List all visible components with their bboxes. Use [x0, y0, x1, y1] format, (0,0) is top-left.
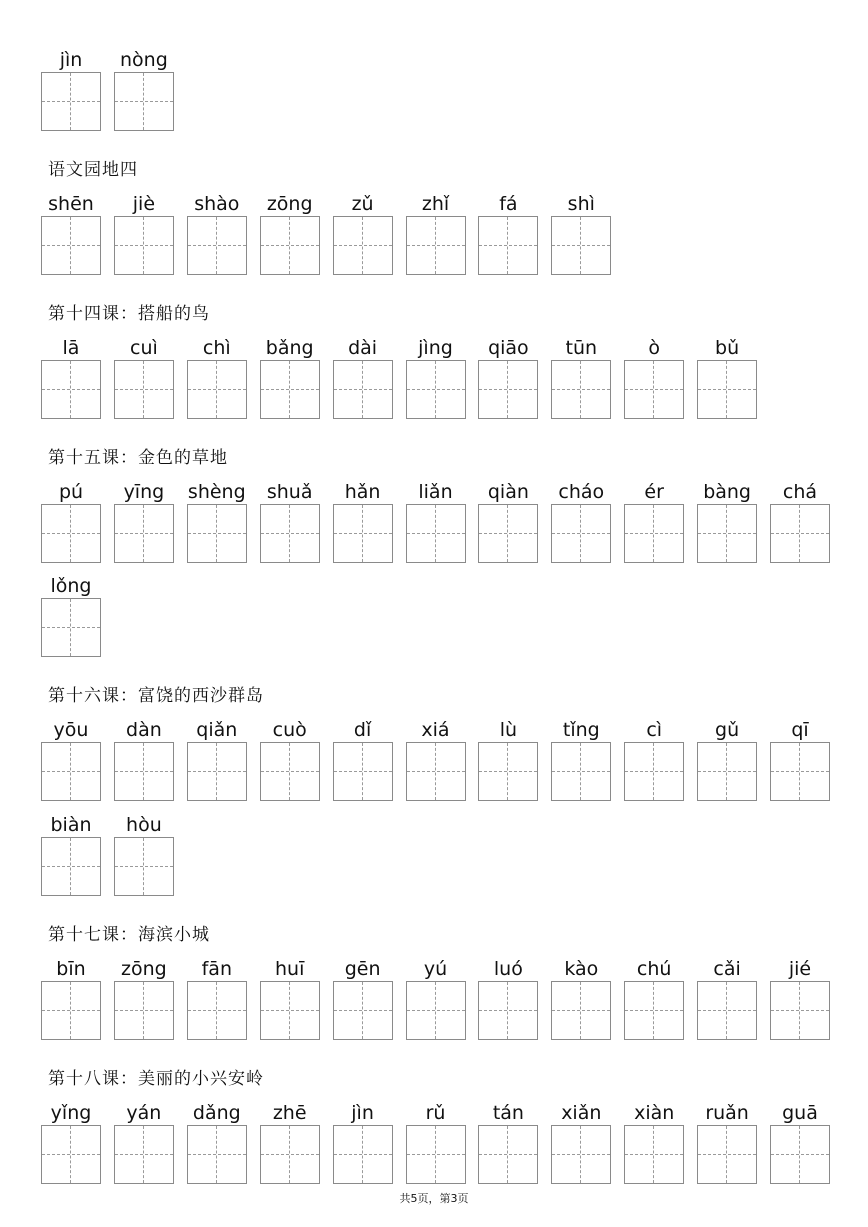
pinyin-label: yú — [423, 958, 448, 980]
pinyin-label: zǔ — [351, 193, 374, 215]
guide-line-horizontal — [115, 1154, 173, 1155]
tian-zi-ge-box[interactable] — [260, 981, 320, 1040]
guide-line-horizontal — [771, 771, 829, 772]
guide-line-horizontal — [334, 533, 392, 534]
tian-zi-ge-box[interactable] — [478, 360, 538, 419]
tian-zi-ge-box[interactable] — [551, 360, 611, 419]
writing-cell — [333, 338, 393, 418]
tian-zi-ge-box[interactable] — [187, 504, 247, 563]
guide-line-horizontal — [407, 771, 465, 772]
guide-line-horizontal — [625, 389, 683, 390]
pinyin-label: hǎn — [344, 481, 381, 503]
guide-line-horizontal — [42, 101, 100, 102]
tian-zi-ge-box[interactable] — [697, 742, 757, 801]
pinyin-label: guā — [782, 1102, 818, 1124]
tian-zi-ge-box[interactable] — [770, 981, 830, 1040]
tian-zi-ge-box[interactable] — [41, 742, 101, 801]
tian-zi-ge-box[interactable] — [697, 504, 757, 563]
guide-line-horizontal — [188, 389, 246, 390]
guide-line-horizontal — [42, 389, 100, 390]
tian-zi-ge-box[interactable] — [770, 504, 830, 563]
pinyin-label: yán — [126, 1102, 162, 1124]
pinyin-label: bǎng — [265, 337, 314, 359]
tian-zi-ge-box[interactable] — [697, 981, 757, 1040]
pinyin-label: zōng — [121, 958, 167, 980]
pinyin-label: kào — [564, 958, 599, 980]
writing-cell — [770, 482, 830, 562]
writing-cell — [41, 1103, 101, 1183]
tian-zi-ge-box[interactable] — [114, 360, 174, 419]
guide-line-horizontal — [698, 771, 756, 772]
guide-line-horizontal — [42, 245, 100, 246]
tian-zi-ge-box[interactable] — [624, 981, 684, 1040]
guide-line-horizontal — [115, 1010, 173, 1011]
tian-zi-ge-box[interactable] — [333, 216, 393, 275]
tian-zi-ge-box[interactable] — [187, 360, 247, 419]
tian-zi-ge-box[interactable] — [41, 360, 101, 419]
guide-line-horizontal — [42, 866, 100, 867]
writing-cell — [114, 815, 174, 895]
writing-cell — [114, 338, 174, 418]
tian-zi-ge-box[interactable] — [41, 1125, 101, 1184]
tian-zi-ge-box[interactable] — [551, 216, 611, 275]
pinyin-label: biàn — [50, 814, 92, 836]
guide-line-horizontal — [261, 389, 319, 390]
pinyin-label: shēn — [48, 193, 94, 215]
pinyin-label: lù — [499, 719, 518, 741]
guide-line-horizontal — [42, 533, 100, 534]
writing-cell — [114, 482, 174, 562]
pinyin-label: shèng — [187, 481, 246, 503]
guide-line-horizontal — [479, 1154, 537, 1155]
writing-cell — [551, 194, 611, 274]
pinyin-label: qiǎn — [196, 719, 238, 741]
writing-cell — [551, 338, 611, 418]
writing-cell — [624, 1103, 684, 1183]
pinyin-label: zhē — [272, 1102, 307, 1124]
tian-zi-ge-box[interactable] — [406, 216, 466, 275]
pinyin-label: shuǎ — [266, 481, 313, 503]
pinyin-label: cì — [646, 719, 663, 741]
guide-line-horizontal — [479, 245, 537, 246]
writing-cell — [406, 194, 466, 274]
writing-cell — [478, 1103, 538, 1183]
guide-line-horizontal — [115, 245, 173, 246]
tian-zi-ge-box[interactable] — [260, 742, 320, 801]
writing-cell — [478, 720, 538, 800]
guide-line-horizontal — [42, 1154, 100, 1155]
tian-zi-ge-box[interactable] — [770, 1125, 830, 1184]
tian-zi-ge-box[interactable] — [41, 837, 101, 896]
writing-cell — [624, 482, 684, 562]
section-heading: 语文园地四 — [48, 160, 138, 180]
writing-cell — [770, 1103, 830, 1183]
tian-zi-ge-box[interactable] — [333, 981, 393, 1040]
tian-zi-ge-box[interactable] — [478, 981, 538, 1040]
section-heading: 第十八课：美丽的小兴安岭 — [48, 1069, 264, 1089]
writing-cell — [41, 50, 101, 130]
pinyin-label: shì — [567, 193, 595, 215]
guide-line-horizontal — [261, 1010, 319, 1011]
writing-cell — [41, 482, 101, 562]
pinyin-label: jié — [788, 958, 812, 980]
pinyin-label: tǐng — [562, 719, 600, 741]
tian-zi-ge-box[interactable] — [260, 360, 320, 419]
guide-line-horizontal — [552, 533, 610, 534]
guide-line-horizontal — [625, 1154, 683, 1155]
pinyin-label: xiǎn — [561, 1102, 602, 1124]
guide-line-horizontal — [479, 389, 537, 390]
guide-line-horizontal — [552, 389, 610, 390]
writing-cell — [697, 959, 757, 1039]
pinyin-label: ò — [648, 337, 660, 359]
writing-cell — [333, 194, 393, 274]
pinyin-label: fá — [499, 193, 518, 215]
writing-cell — [478, 338, 538, 418]
guide-line-horizontal — [771, 1154, 829, 1155]
guide-line-horizontal — [261, 1154, 319, 1155]
tian-zi-ge-box[interactable] — [478, 1125, 538, 1184]
tian-zi-ge-box[interactable] — [478, 742, 538, 801]
writing-cell — [260, 720, 320, 800]
tian-zi-ge-box[interactable] — [624, 360, 684, 419]
tian-zi-ge-box[interactable] — [333, 360, 393, 419]
writing-cell — [187, 338, 247, 418]
guide-line-horizontal — [552, 1010, 610, 1011]
pinyin-label: huī — [275, 958, 305, 980]
writing-cell — [187, 1103, 247, 1183]
writing-cell — [406, 720, 466, 800]
tian-zi-ge-box[interactable] — [187, 981, 247, 1040]
pinyin-label: bīn — [56, 958, 86, 980]
pinyin-label: lǒng — [50, 575, 92, 597]
pinyin-label: cǎi — [713, 958, 741, 980]
guide-line-horizontal — [479, 1010, 537, 1011]
pinyin-label: chì — [202, 337, 231, 359]
guide-line-horizontal — [407, 533, 465, 534]
writing-cell — [697, 338, 757, 418]
writing-cell — [260, 338, 320, 418]
tian-zi-ge-box[interactable] — [260, 216, 320, 275]
pinyin-label: dài — [348, 337, 378, 359]
pinyin-label: ér — [644, 481, 664, 503]
writing-cell — [114, 50, 174, 130]
pinyin-label: qiāo — [488, 337, 529, 359]
tian-zi-ge-box[interactable] — [406, 504, 466, 563]
tian-zi-ge-box[interactable] — [406, 1125, 466, 1184]
guide-line-horizontal — [479, 533, 537, 534]
pinyin-label: qiàn — [487, 481, 529, 503]
guide-line-horizontal — [334, 771, 392, 772]
guide-line-horizontal — [188, 771, 246, 772]
tian-zi-ge-box[interactable] — [114, 981, 174, 1040]
writing-cell — [551, 720, 611, 800]
pinyin-label: gēn — [344, 958, 381, 980]
tian-zi-ge-box[interactable] — [624, 1125, 684, 1184]
section-heading: 第十七课：海滨小城 — [48, 925, 210, 945]
tian-zi-ge-box[interactable] — [478, 504, 538, 563]
writing-cell — [333, 959, 393, 1039]
guide-line-horizontal — [698, 533, 756, 534]
writing-cell — [697, 1103, 757, 1183]
guide-line-horizontal — [42, 627, 100, 628]
tian-zi-ge-box[interactable] — [333, 742, 393, 801]
pinyin-label: zhǐ — [421, 193, 450, 215]
tian-zi-ge-box[interactable] — [260, 504, 320, 563]
guide-line-horizontal — [115, 866, 173, 867]
guide-line-horizontal — [698, 389, 756, 390]
pinyin-label: cuì — [130, 337, 158, 359]
tian-zi-ge-box[interactable] — [697, 360, 757, 419]
tian-zi-ge-box[interactable] — [187, 216, 247, 275]
pinyin-label: nòng — [120, 49, 168, 71]
guide-line-horizontal — [188, 1154, 246, 1155]
pinyin-label: ruǎn — [705, 1102, 749, 1124]
writing-cell — [697, 720, 757, 800]
writing-cell — [187, 482, 247, 562]
tian-zi-ge-box[interactable] — [478, 216, 538, 275]
tian-zi-ge-box[interactable] — [551, 504, 611, 563]
tian-zi-ge-box[interactable] — [41, 72, 101, 131]
writing-cell — [333, 1103, 393, 1183]
writing-cell — [333, 482, 393, 562]
tian-zi-ge-box[interactable] — [114, 504, 174, 563]
tian-zi-ge-box[interactable] — [333, 1125, 393, 1184]
writing-cell — [114, 959, 174, 1039]
writing-cell — [114, 1103, 174, 1183]
guide-line-horizontal — [261, 533, 319, 534]
writing-cell — [114, 720, 174, 800]
guide-line-horizontal — [261, 245, 319, 246]
guide-line-horizontal — [188, 1010, 246, 1011]
pinyin-label: yīng — [123, 481, 165, 503]
pinyin-label: dǐ — [353, 719, 372, 741]
guide-line-horizontal — [698, 1010, 756, 1011]
tian-zi-ge-box[interactable] — [624, 742, 684, 801]
pinyin-label: chá — [782, 481, 818, 503]
guide-line-horizontal — [625, 533, 683, 534]
writing-cell — [41, 194, 101, 274]
section-heading: 第十四课：搭船的鸟 — [48, 304, 210, 324]
guide-line-horizontal — [261, 771, 319, 772]
tian-zi-ge-box[interactable] — [187, 742, 247, 801]
guide-line-horizontal — [334, 245, 392, 246]
pinyin-label: liǎn — [418, 481, 453, 503]
tian-zi-ge-box[interactable] — [114, 742, 174, 801]
tian-zi-ge-box[interactable] — [41, 981, 101, 1040]
tian-zi-ge-box[interactable] — [406, 360, 466, 419]
writing-cell — [624, 959, 684, 1039]
guide-line-horizontal — [552, 245, 610, 246]
section-heading: 第十五课：金色的草地 — [48, 448, 228, 468]
pinyin-label: cháo — [558, 481, 605, 503]
tian-zi-ge-box[interactable] — [333, 504, 393, 563]
pinyin-label: hòu — [126, 814, 162, 836]
tian-zi-ge-box[interactable] — [260, 1125, 320, 1184]
writing-cell — [260, 194, 320, 274]
pinyin-label: fān — [201, 958, 232, 980]
tian-zi-ge-box[interactable] — [41, 598, 101, 657]
guide-line-horizontal — [334, 1010, 392, 1011]
guide-line-horizontal — [407, 1010, 465, 1011]
writing-cell — [187, 959, 247, 1039]
tian-zi-ge-box[interactable] — [551, 1125, 611, 1184]
pinyin-label: yǐng — [50, 1102, 92, 1124]
guide-line-horizontal — [552, 1154, 610, 1155]
pinyin-label: shào — [194, 193, 240, 215]
writing-cell — [697, 482, 757, 562]
page-footer: 共5页，第3页 — [399, 1192, 469, 1205]
writing-cell — [114, 194, 174, 274]
pinyin-label: dǎng — [192, 1102, 241, 1124]
writing-cell — [624, 720, 684, 800]
guide-line-horizontal — [188, 245, 246, 246]
guide-line-horizontal — [42, 1010, 100, 1011]
pinyin-label: cuò — [272, 719, 307, 741]
writing-cell — [333, 720, 393, 800]
pinyin-label: chú — [636, 958, 672, 980]
guide-line-horizontal — [625, 1010, 683, 1011]
tian-zi-ge-box[interactable] — [551, 742, 611, 801]
guide-line-horizontal — [552, 771, 610, 772]
pinyin-label: zōng — [266, 193, 313, 215]
guide-line-horizontal — [334, 1154, 392, 1155]
guide-line-horizontal — [115, 771, 173, 772]
tian-zi-ge-box[interactable] — [551, 981, 611, 1040]
tian-zi-ge-box[interactable] — [187, 1125, 247, 1184]
pinyin-label: xiá — [421, 719, 450, 741]
writing-cell — [406, 482, 466, 562]
pinyin-label: jìng — [418, 337, 453, 359]
guide-line-horizontal — [625, 771, 683, 772]
tian-zi-ge-box[interactable] — [41, 216, 101, 275]
guide-line-horizontal — [115, 101, 173, 102]
writing-cell — [406, 959, 466, 1039]
writing-cell — [478, 959, 538, 1039]
pinyin-label: qī — [791, 719, 809, 741]
writing-cell — [41, 720, 101, 800]
pinyin-label: pú — [58, 481, 84, 503]
pinyin-label: tūn — [565, 337, 598, 359]
guide-line-horizontal — [334, 389, 392, 390]
writing-cell — [624, 338, 684, 418]
pinyin-label: yōu — [53, 719, 89, 741]
tian-zi-ge-box[interactable] — [114, 72, 174, 131]
tian-zi-ge-box[interactable] — [406, 981, 466, 1040]
tian-zi-ge-box[interactable] — [114, 837, 174, 896]
pinyin-label: dàn — [126, 719, 162, 741]
guide-line-horizontal — [115, 389, 173, 390]
writing-cell — [770, 720, 830, 800]
guide-line-horizontal — [407, 1154, 465, 1155]
writing-cell — [551, 1103, 611, 1183]
pinyin-label: tán — [492, 1102, 524, 1124]
writing-cell — [478, 194, 538, 274]
guide-line-horizontal — [42, 771, 100, 772]
writing-cell — [770, 959, 830, 1039]
pinyin-label: jìn — [351, 1102, 374, 1124]
writing-cell — [478, 482, 538, 562]
tian-zi-ge-box[interactable] — [624, 504, 684, 563]
tian-zi-ge-box[interactable] — [114, 216, 174, 275]
pinyin-label: bǔ — [715, 337, 740, 359]
writing-cell — [406, 1103, 466, 1183]
writing-cell — [187, 194, 247, 274]
guide-line-horizontal — [407, 245, 465, 246]
pinyin-label: luó — [493, 958, 523, 980]
guide-line-horizontal — [771, 1010, 829, 1011]
guide-line-horizontal — [407, 389, 465, 390]
writing-cell — [551, 959, 611, 1039]
writing-cell — [406, 338, 466, 418]
tian-zi-ge-box[interactable] — [406, 742, 466, 801]
pinyin-label: bàng — [703, 481, 751, 503]
writing-cell — [41, 959, 101, 1039]
tian-zi-ge-box[interactable] — [114, 1125, 174, 1184]
pinyin-label: jiè — [132, 193, 156, 215]
pinyin-label: gǔ — [715, 719, 740, 741]
guide-line-horizontal — [479, 771, 537, 772]
pinyin-label: jìn — [59, 49, 83, 71]
writing-cell — [260, 482, 320, 562]
tian-zi-ge-box[interactable] — [770, 742, 830, 801]
pinyin-label: lā — [62, 337, 80, 359]
section-heading: 第十六课：富饶的西沙群岛 — [48, 686, 264, 706]
guide-line-horizontal — [698, 1154, 756, 1155]
writing-cell — [551, 482, 611, 562]
guide-line-horizontal — [188, 533, 246, 534]
writing-cell — [260, 959, 320, 1039]
writing-cell — [187, 720, 247, 800]
guide-line-horizontal — [771, 533, 829, 534]
guide-line-horizontal — [115, 533, 173, 534]
writing-cell — [260, 1103, 320, 1183]
pinyin-label: rǔ — [425, 1102, 446, 1124]
writing-cell — [41, 338, 101, 418]
pinyin-label: xiàn — [634, 1102, 675, 1124]
writing-cell — [41, 815, 101, 895]
writing-cell — [41, 576, 101, 656]
tian-zi-ge-box[interactable] — [41, 504, 101, 563]
tian-zi-ge-box[interactable] — [697, 1125, 757, 1184]
